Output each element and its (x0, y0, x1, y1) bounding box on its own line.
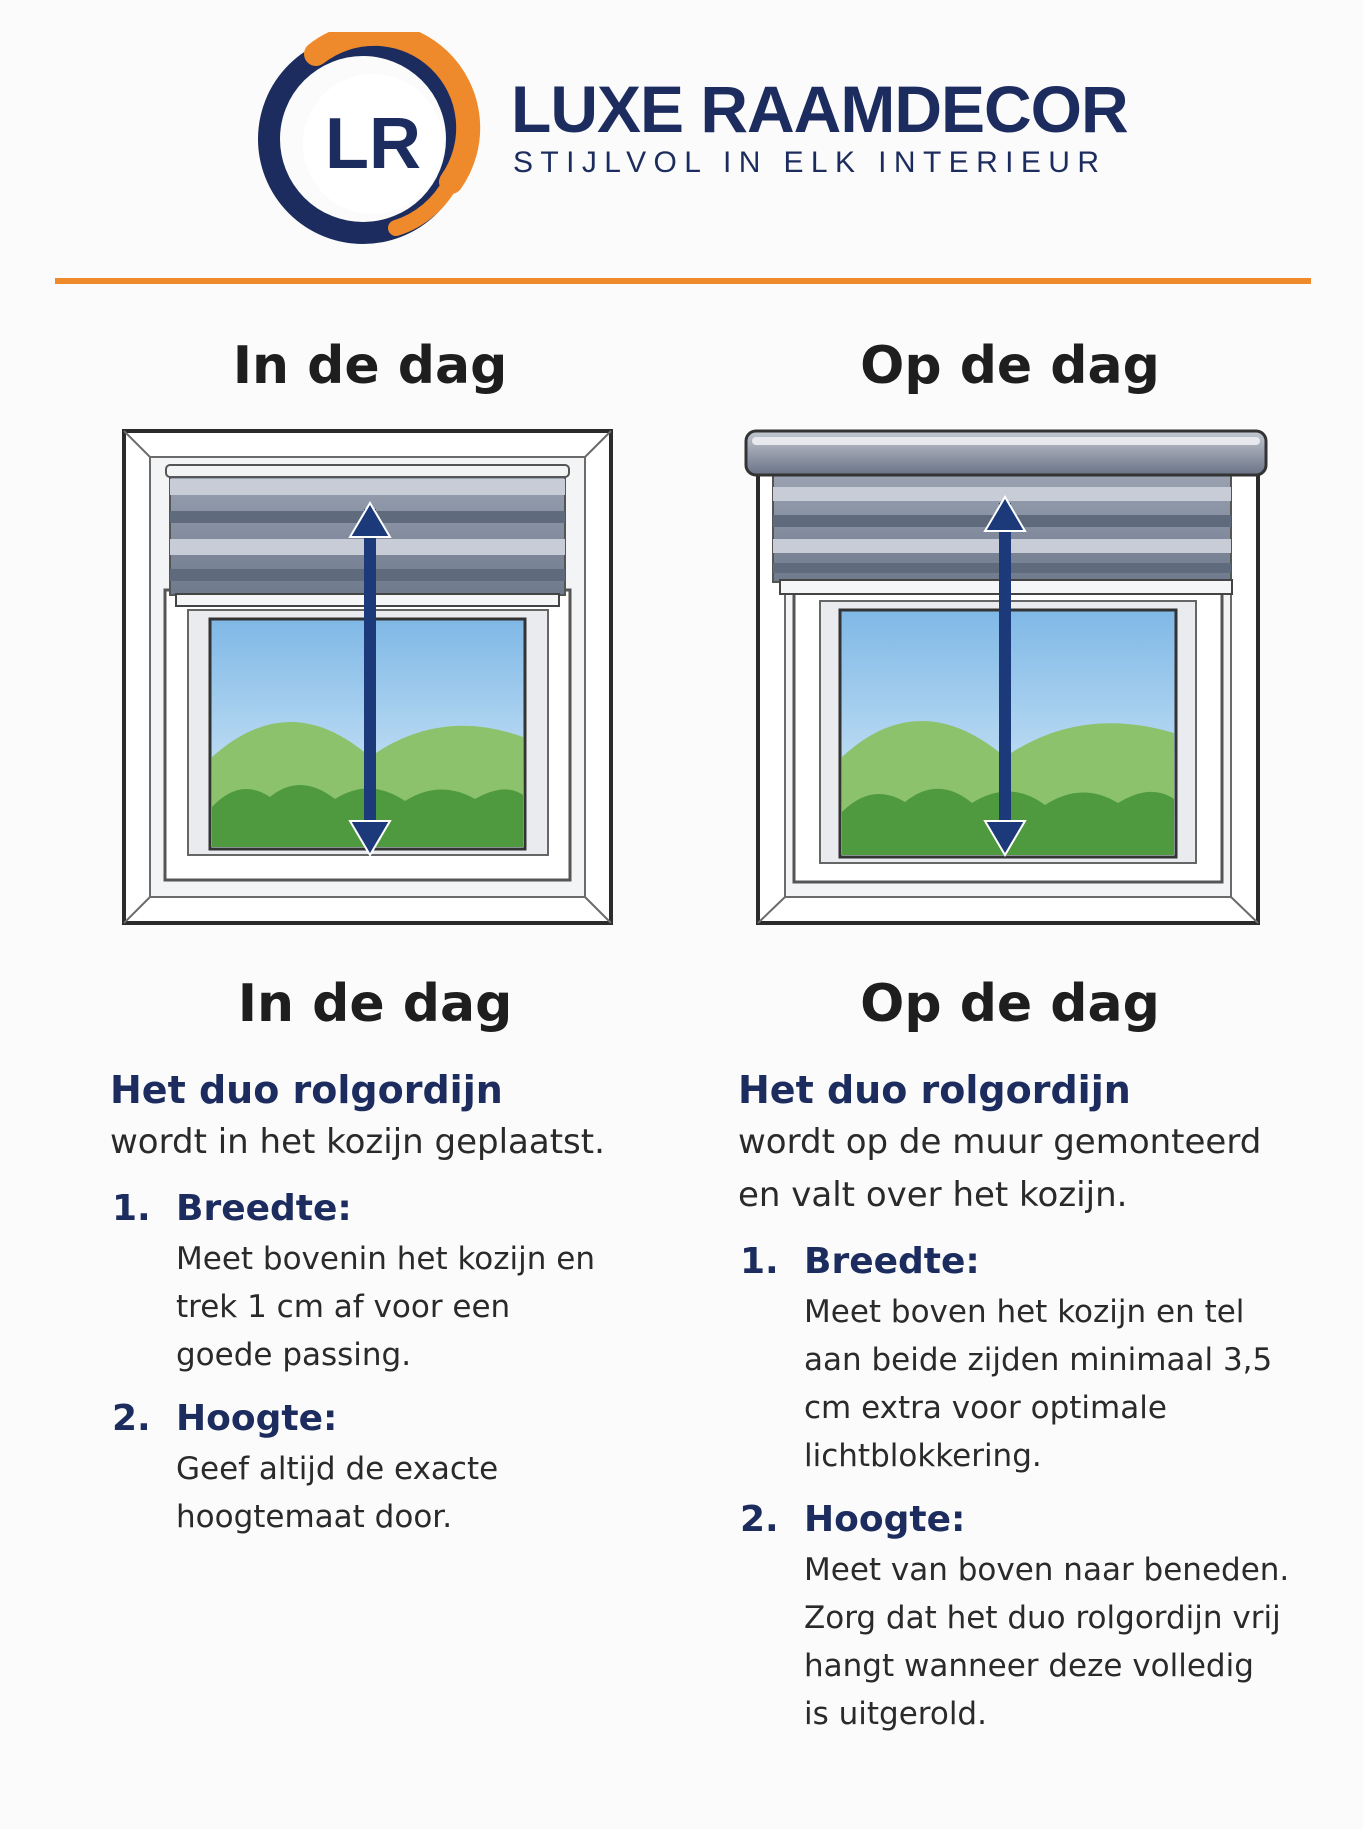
step-line: aan beide zijden minimaal 3,5 (804, 1342, 1273, 1378)
step-number: 1. (740, 1241, 779, 1282)
step-line: hangt wanneer deze volledig (804, 1648, 1254, 1684)
step-hoogte (738, 1494, 1358, 1738)
intro-text (110, 1116, 730, 1169)
brand-name: LUXE RAAMDECOR (511, 72, 1128, 146)
subheading: Het duo rolgordijn (110, 1068, 503, 1112)
window-blind-inside-recess-icon (120, 427, 615, 931)
step-breedte (738, 1236, 1358, 1480)
step-number: 2. (112, 1398, 151, 1439)
step-line: goede passing. (176, 1337, 412, 1373)
column-heading-op-de-dag: Op de dag (860, 974, 1160, 1034)
intro-line: wordt op de muur gemonteerd (738, 1122, 1262, 1162)
brand-tagline: STIJLVOL IN ELK INTERIEUR (513, 146, 1107, 179)
step-hoogte (110, 1393, 730, 1541)
intro-line: wordt in het kozijn geplaatst. (110, 1122, 605, 1162)
window-blind-on-wall-icon (740, 427, 1270, 931)
step-breedte (110, 1183, 730, 1379)
figure-title-op-de-dag: Op de dag (860, 336, 1160, 396)
step-line: Geef altijd de exacte (176, 1451, 499, 1487)
step-label: Breedte: (804, 1241, 980, 1282)
column-heading-in-de-dag: In de dag (237, 974, 513, 1034)
brand-logo (246, 32, 481, 247)
steps-list (738, 1236, 1358, 1738)
logo-initials: LR (325, 104, 421, 184)
step-line: cm extra voor optimale (804, 1390, 1167, 1426)
instructions-in-de-dag (110, 1064, 730, 1541)
intro-line: en valt over het kozijn. (738, 1175, 1128, 1215)
steps-list (110, 1183, 730, 1541)
subheading: Het duo rolgordijn (738, 1068, 1131, 1112)
intro-text (738, 1116, 1358, 1222)
header-divider (55, 278, 1311, 284)
step-line: Meet boven het kozijn en tel (804, 1294, 1245, 1330)
step-line: Meet bovenin het kozijn en (176, 1241, 595, 1277)
step-label: Hoogte: (176, 1398, 338, 1439)
step-number: 2. (740, 1499, 779, 1540)
step-number: 1. (112, 1188, 151, 1229)
step-line: Zorg dat het duo rolgordijn vrij (804, 1600, 1281, 1636)
instructions-op-de-dag (738, 1064, 1358, 1738)
step-label: Hoogte: (804, 1499, 966, 1540)
step-line: is uitgerold. (804, 1696, 987, 1732)
step-label: Breedte: (176, 1188, 352, 1229)
step-line: hoogtemaat door. (176, 1499, 453, 1535)
logo-mark-icon (246, 32, 481, 247)
step-line: trek 1 cm af voor een (176, 1289, 511, 1325)
step-line: Meet van boven naar beneden. (804, 1552, 1290, 1588)
figure-title-in-de-dag: In de dag (232, 336, 508, 396)
step-line: lichtblokkering. (804, 1438, 1042, 1474)
